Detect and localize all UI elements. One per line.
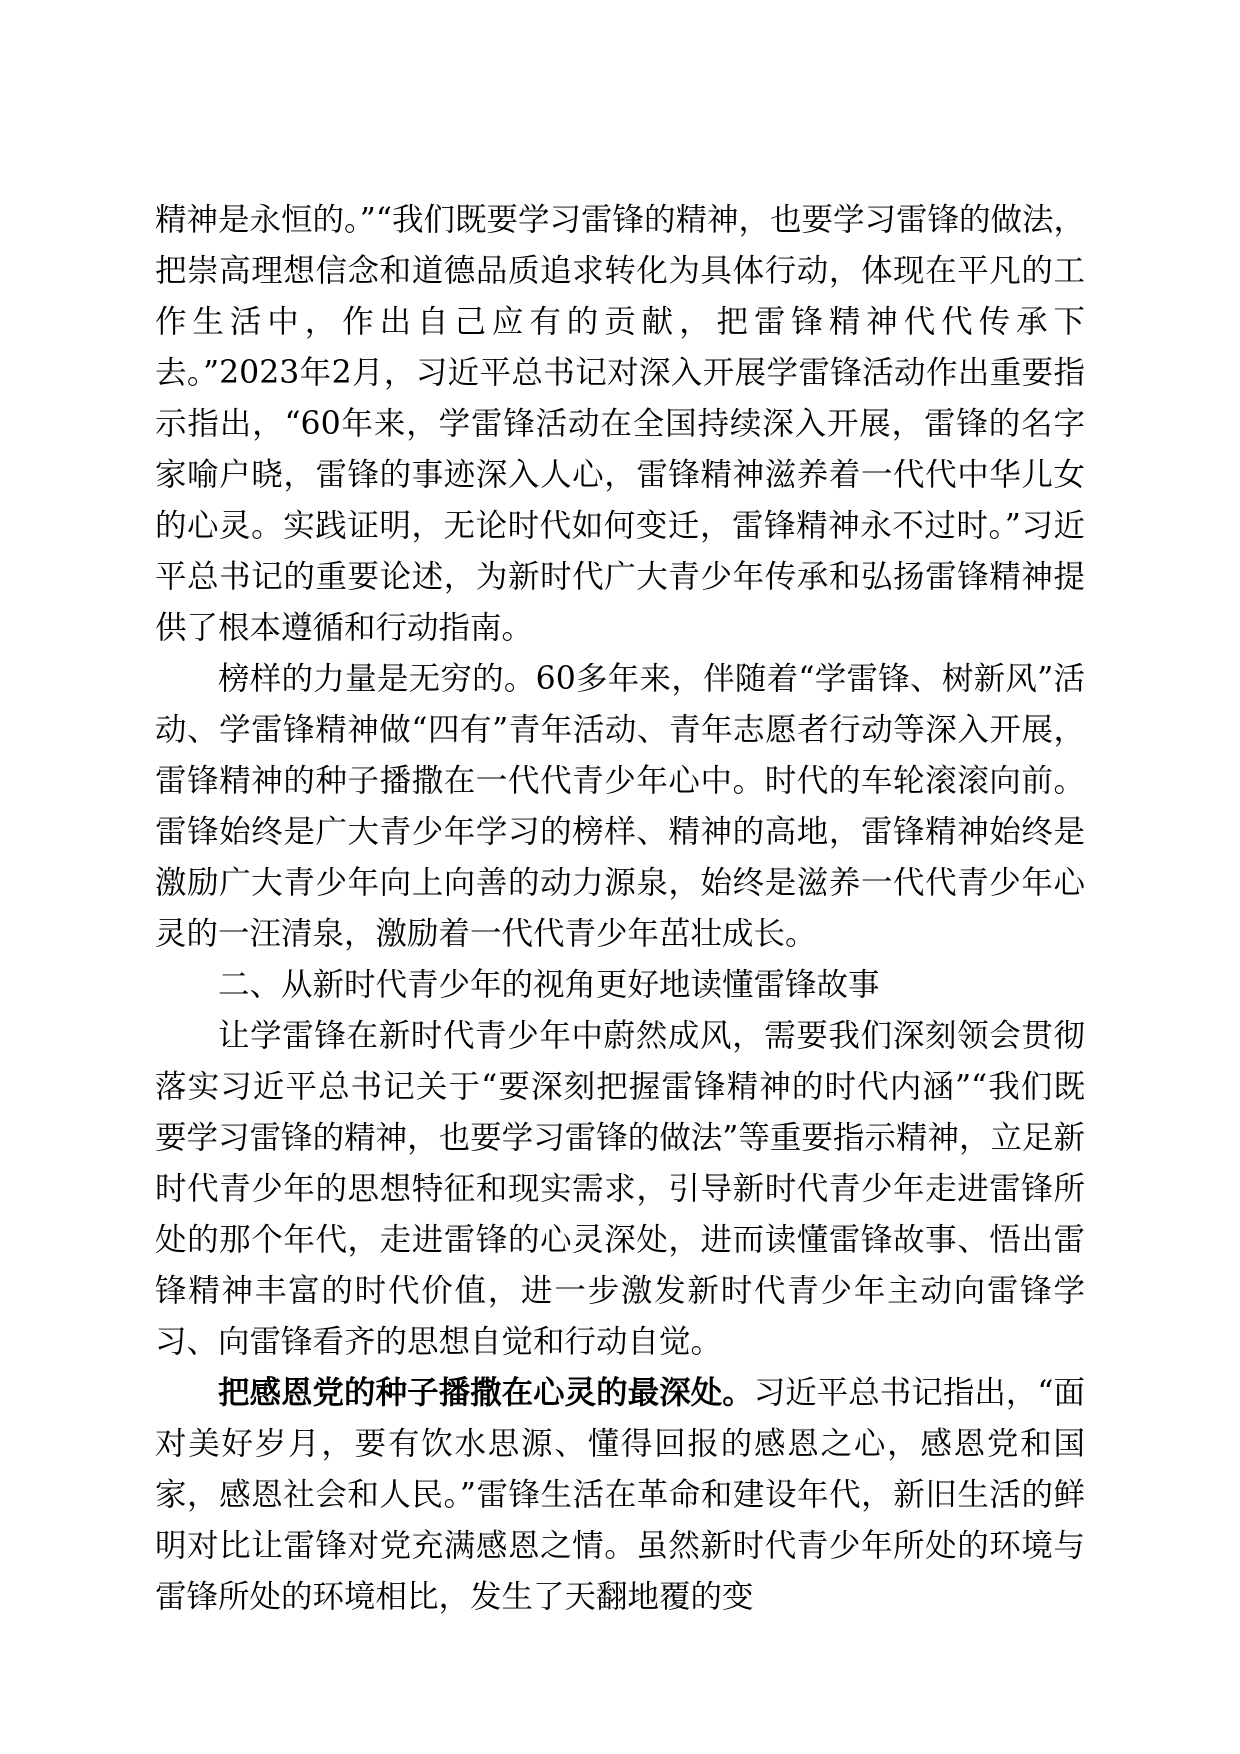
paragraph-role-models: 榜样的力量是无穷的。60多年来，伴随着“学雷锋、树新风”活动、学雷锋精神做“四有”青年活动、青年志愿者行动等深入开展，雷锋精神的种子播撒在一代代青少年心中。时代的车轮滚滚向前。雷锋始终是广大青少年学习的榜样、精神的高地，雷锋精神始终是激励广大青少年向上向善的动力源泉，始终是滋养一代代青少年心灵的一汪清泉，激励着一代代青少年茁壮成长。 xyxy=(155,661,1085,952)
document-page xyxy=(155,195,1085,1623)
paragraph-gratitude xyxy=(155,1368,1085,1623)
paragraph-gratitude-body: 习近平总书记指出，“面对美好岁月，要有饮水思源、懂得回报的感恩之心，感恩党和国家，感恩社会和人民。”雷锋生活在革命和建设年代，新旧生活的鲜明对比让雷锋对党充满感恩之情。虽然新时代青少年所处的环境与雷锋所处的环境相比，发生了天翻地覆的变 xyxy=(155,1375,1085,1615)
paragraph-section-intro: 让学雷锋在新时代青少年中蔚然成风，需要我们深刻领会贯彻落实习近平总书记关于“要深刻把握雷锋精神的时代内涵”“我们既要学习雷锋的精神，也要学习雷锋的做法”等重要指示精神，立足新时代青少年的思想特征和现实需求，引导新时代青少年走进雷锋所处的那个年代，走进雷锋的心灵深处，进而读懂雷锋故事、悟出雷锋精神丰富的时代价值，进一步激发新时代青少年主动向雷锋学习、向雷锋看齐的思想自觉和行动自觉。 xyxy=(155,1018,1085,1360)
paragraph-continued-quote: 精神是永恒的。”“我们既要学习雷锋的精神，也要学习雷锋的做法，把崇高理想信念和道德品质追求转化为具体行动，体现在平凡的工作生活中，作出自己应有的贡献，把雷锋精神代代传承下去。”2023年2月，习近平总书记对深入开展学雷锋活动作出重要指示指出，“60年来，学雷锋活动在全国持续深入开展，雷锋的名字家喻户晓，雷锋的事迹深入人心，雷锋精神滋养着一代代中华儿女的心灵。实践证明，无论时代如何变迁，雷锋精神永不过时。”习近平总书记的重要论述，为新时代广大青少年传承和弘扬雷锋精神提供了根本遵循和行动指南。 xyxy=(155,202,1085,646)
paragraph-lead-sentence: 把感恩党的种子播撒在心灵的最深处。 xyxy=(218,1375,754,1411)
section-heading-two: 二、从新时代青少年的视角更好地读懂雷锋故事 xyxy=(218,967,880,1003)
